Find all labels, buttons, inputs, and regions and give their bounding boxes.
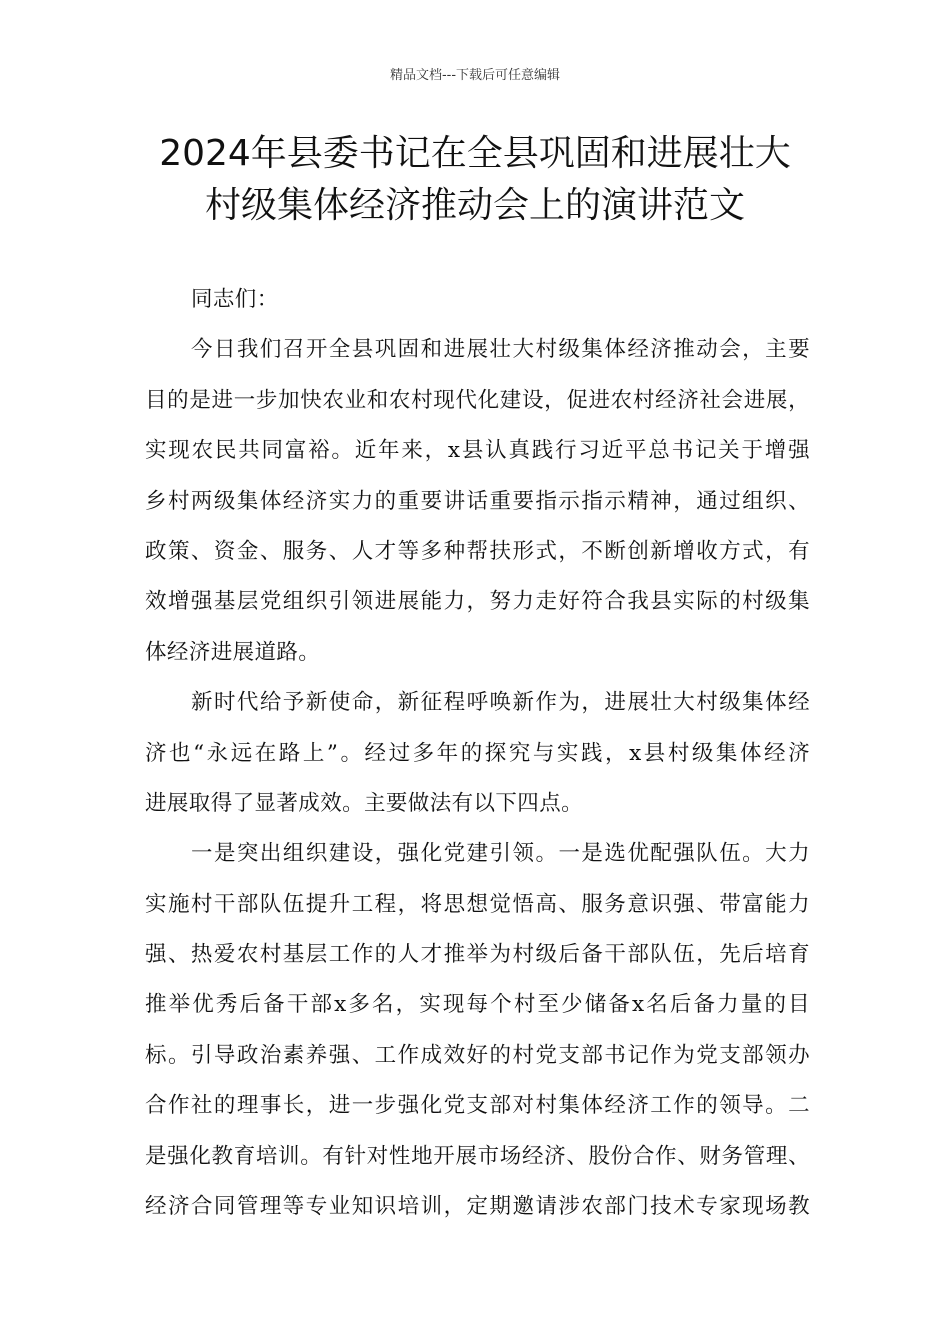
body-line: 合作社的理事长，进一步强化党支部对村集体经济工作的领导。二: [145, 1093, 810, 1119]
body-line: 经济合同管理等专业知识培训，定期邀请涉农部门技术专家现场教: [145, 1194, 810, 1220]
body-line: 实施村干部队伍提升工程，将思想觉悟高、服务意识强、带富能力: [145, 891, 810, 917]
body-line: 实现农民共同富裕。近年来，x县认真践行习近平总书记关于增强: [145, 438, 810, 464]
body-line: 推举优秀后备干部x多名，实现每个村至少储备x名后备力量的目: [145, 992, 810, 1018]
title-line-2: 村级集体经济推动会上的演讲范文: [204, 185, 745, 226]
body-line: 一是突出组织建设，强化党建引领。一是选优配强队伍。大力: [191, 841, 810, 867]
body-line: 今日我们召开全县巩固和进展壮大村级集体经济推动会，主要: [191, 337, 810, 363]
body-line: 新时代给予新使命，新征程呼唤新作为，进展壮大村级集体经: [191, 690, 810, 716]
title-line-1: 2024年县委书记在全县巩固和进展壮大: [159, 133, 791, 174]
body-line: 济也“永远在路上”。经过多年的探究与实践，x县村级集体经济: [145, 740, 810, 766]
body-line: 效增强基层党组织引领进展能力，努力走好符合我县实际的村级集: [145, 589, 810, 615]
body-line: 政策、资金、服务、人才等多种帮扶形式，不断创新增收方式，有: [145, 538, 810, 564]
salutation-line: 同志们：: [191, 287, 279, 312]
body-line: 体经济进展道路。: [145, 639, 321, 665]
body-line: 目的是进一步加快农业和农村现代化建设，促进农村经济社会进展，: [145, 387, 810, 413]
page-header: 精品文档---下载后可任意编辑: [389, 68, 561, 83]
body-line: 标。引导政治素养强、工作成效好的村党支部书记作为党支部领办: [145, 1042, 810, 1068]
body-line: 乡村两级集体经济实力的重要讲话重要指示指示精神，通过组织、: [145, 488, 810, 514]
body-line: 强、热爱农村基层工作的人才推举为村级后备干部队伍，先后培育: [145, 942, 810, 968]
document-title: [120, 128, 830, 232]
body-line: 进展取得了显著成效。主要做法有以下四点。: [145, 790, 584, 816]
document-body: [145, 282, 810, 1239]
body-line: 是强化教育培训。有针对性地开展市场经济、股份合作、财务管理、: [145, 1143, 810, 1169]
